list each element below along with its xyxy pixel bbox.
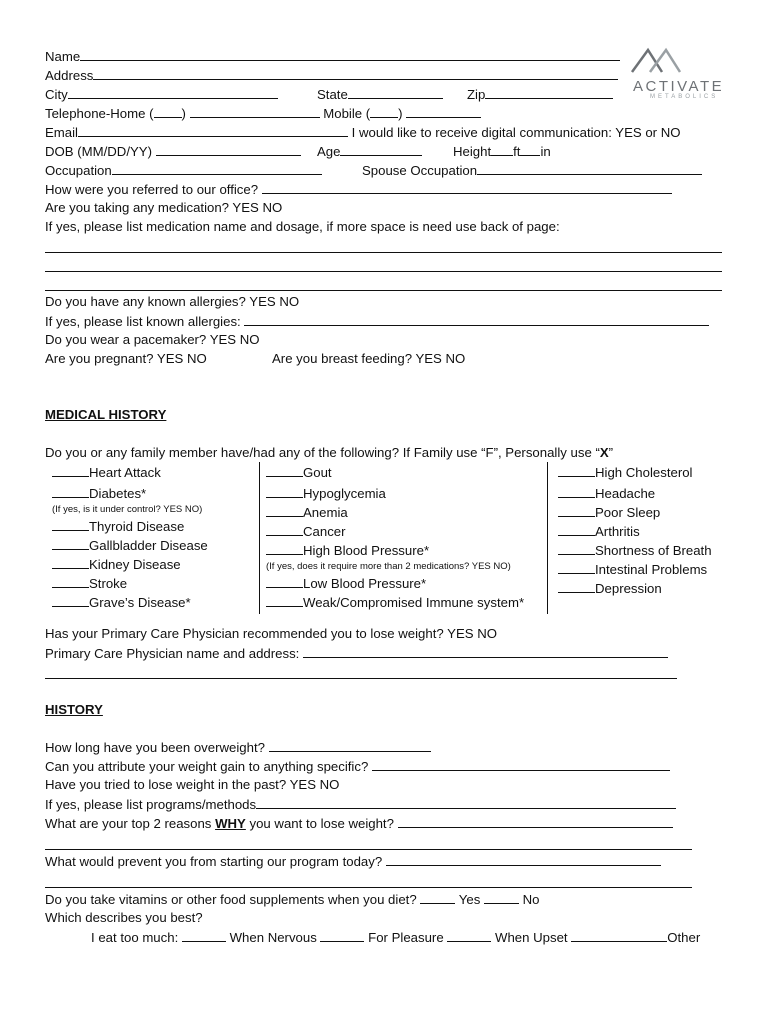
condition-blank[interactable] bbox=[558, 484, 595, 498]
age-row bbox=[317, 142, 422, 161]
condition-blank[interactable] bbox=[558, 463, 595, 477]
programs-label: If yes, please list programs/methods bbox=[45, 797, 257, 812]
height-in-field[interactable] bbox=[520, 142, 540, 156]
city-label: City bbox=[45, 87, 68, 102]
name-row bbox=[45, 47, 620, 66]
condition-label: Gallbladder Disease bbox=[89, 538, 208, 553]
telephone-row bbox=[45, 104, 481, 123]
zip-row bbox=[467, 85, 613, 104]
age-field[interactable] bbox=[340, 142, 422, 156]
occupation-row bbox=[45, 161, 322, 180]
occupation-field[interactable] bbox=[112, 161, 322, 175]
mobile-label: Mobile ( bbox=[323, 106, 371, 121]
address-field[interactable] bbox=[93, 66, 618, 80]
condition-label: Depression bbox=[595, 581, 662, 596]
top2-label-b: you want to lose weight? bbox=[245, 816, 394, 831]
tried-label: Have you tried to lose weight in the past? YES NO bbox=[45, 777, 340, 792]
zip-label: Zip bbox=[467, 87, 486, 102]
digital-communication-label: I would like to receive digital communication: YES or NO bbox=[351, 125, 681, 140]
email-field[interactable] bbox=[78, 123, 348, 137]
vitamins-yes-field[interactable] bbox=[420, 890, 455, 904]
referred-field[interactable] bbox=[262, 180, 672, 194]
pcp-name-field[interactable] bbox=[303, 644, 668, 658]
dob-field[interactable] bbox=[156, 142, 301, 156]
city-row bbox=[45, 85, 278, 104]
vitamins-row bbox=[45, 890, 540, 909]
condition-blank[interactable] bbox=[558, 560, 595, 574]
condition-arthritis bbox=[558, 522, 640, 541]
pcp-name-row bbox=[45, 644, 668, 663]
overweight-field[interactable] bbox=[269, 738, 431, 752]
medication-line-3[interactable] bbox=[45, 290, 722, 291]
top2-row bbox=[45, 814, 673, 833]
allergies-field[interactable] bbox=[244, 312, 709, 326]
condition-cancer bbox=[266, 522, 346, 541]
overweight-row bbox=[45, 738, 431, 757]
medical-history-heading: MEDICAL HISTORY bbox=[45, 407, 167, 422]
pregnant-label: Are you pregnant? YES NO bbox=[45, 351, 207, 366]
condition-blank[interactable] bbox=[52, 574, 89, 588]
condition-intestinal bbox=[558, 560, 707, 579]
condition-label: High Blood Pressure* bbox=[303, 543, 430, 558]
condition-gout bbox=[266, 463, 332, 482]
referred-row bbox=[45, 180, 672, 199]
allergies-list-label: If yes, please list known allergies: bbox=[45, 314, 241, 329]
condition-hypoglycemia bbox=[266, 484, 386, 503]
condition-label: Hypoglycemia bbox=[303, 486, 386, 501]
height-row bbox=[453, 142, 551, 161]
hbp-note: (If yes, does it require more than 2 medications? YES NO) bbox=[266, 561, 511, 572]
eat-label: I eat too much: bbox=[91, 930, 179, 945]
condition-blank[interactable] bbox=[266, 463, 303, 477]
medical-intro-text: Do you or any family member have/had any of the following? If Family use “F”, Personally use “ bbox=[45, 445, 600, 460]
name-field[interactable] bbox=[80, 47, 620, 61]
condition-graves bbox=[52, 593, 191, 612]
mobile-field[interactable] bbox=[406, 104, 481, 118]
condition-stroke bbox=[52, 574, 127, 593]
in-label: in bbox=[540, 144, 551, 159]
address-label: Address bbox=[45, 68, 94, 83]
attribute-row bbox=[45, 757, 670, 776]
condition-label: Shortness of Breath bbox=[595, 543, 712, 558]
age-label: Age bbox=[317, 144, 341, 159]
vitamins-no-field[interactable] bbox=[484, 890, 519, 904]
programs-row bbox=[45, 795, 676, 814]
vitamins-yes-label: Yes bbox=[458, 892, 481, 907]
eat-too-much-field[interactable] bbox=[182, 928, 226, 942]
condition-label: Stroke bbox=[89, 576, 128, 591]
state-row bbox=[317, 85, 443, 104]
condition-blank[interactable] bbox=[52, 484, 89, 498]
medication-list-label: If yes, please list medication name and dosage, if more space is need use back of page: bbox=[45, 219, 560, 234]
condition-headache bbox=[558, 484, 655, 503]
condition-gallbladder bbox=[52, 536, 208, 555]
condition-blank[interactable] bbox=[52, 517, 89, 531]
logo-sub: METABOLICS bbox=[650, 94, 719, 100]
programs-field[interactable] bbox=[256, 795, 676, 809]
name-label: Name bbox=[45, 49, 81, 64]
height-label: Height bbox=[453, 144, 492, 159]
allergies-list-row bbox=[45, 312, 709, 331]
prevent-line-2[interactable] bbox=[45, 887, 692, 888]
describes-label: Which describes you best? bbox=[45, 910, 203, 925]
prevent-row bbox=[45, 852, 661, 871]
mobile-close: ) bbox=[398, 106, 403, 121]
dob-label: DOB (MM/DD/YY) bbox=[45, 144, 152, 159]
condition-high-cholesterol bbox=[558, 463, 693, 482]
eat-row bbox=[91, 928, 700, 947]
condition-thyroid bbox=[52, 517, 184, 536]
upset-label: When Upset bbox=[495, 930, 568, 945]
upset-field[interactable] bbox=[571, 928, 667, 942]
state-field[interactable] bbox=[348, 85, 443, 99]
condition-blank[interactable] bbox=[52, 593, 89, 607]
condition-label: High Cholesterol bbox=[595, 465, 693, 480]
vitamins-label: Do you take vitamins or other food supplements when you diet? bbox=[45, 892, 417, 907]
prevent-field[interactable] bbox=[386, 852, 661, 866]
condition-heart-attack bbox=[52, 463, 161, 482]
other-label: Other bbox=[667, 930, 701, 945]
top2-why: WHY bbox=[215, 816, 246, 831]
referred-label: How were you referred to our office? bbox=[45, 182, 259, 197]
breast-feeding-label: Are you breast feeding? YES NO bbox=[272, 351, 466, 366]
logo-brand: ACTIVATE bbox=[633, 78, 725, 95]
email-label: Email bbox=[45, 125, 78, 140]
condition-label: Weak/Compromised Immune system* bbox=[303, 595, 525, 610]
pleasure-label: For Pleasure bbox=[368, 930, 444, 945]
telephone-close: ) bbox=[181, 106, 186, 121]
condition-label: Grave’s Disease* bbox=[89, 595, 191, 610]
condition-blank[interactable] bbox=[52, 463, 89, 477]
medication-line-2[interactable] bbox=[45, 271, 722, 272]
state-label: State bbox=[317, 87, 348, 102]
condition-blank[interactable] bbox=[558, 579, 595, 593]
area-code-field[interactable] bbox=[154, 104, 182, 118]
condition-blank[interactable] bbox=[266, 541, 303, 555]
allergies-label: Do you have any known allergies? YES NO bbox=[45, 294, 300, 309]
medication-label: Are you taking any medication? YES NO bbox=[45, 200, 283, 215]
telephone-field[interactable] bbox=[190, 104, 320, 118]
medical-intro-x: X bbox=[599, 445, 609, 460]
condition-blank[interactable] bbox=[558, 541, 595, 555]
condition-label: Arthritis bbox=[595, 524, 640, 539]
ft-label: ft bbox=[513, 144, 521, 159]
city-field[interactable] bbox=[68, 85, 278, 99]
spouse-field[interactable] bbox=[477, 161, 702, 175]
condition-shortness-of-breath bbox=[558, 541, 712, 560]
column-divider-1 bbox=[259, 462, 260, 614]
medical-intro bbox=[45, 444, 613, 462]
address-row bbox=[45, 66, 618, 85]
prevent-label: What would prevent you from starting our program today? bbox=[45, 854, 383, 869]
attribute-label: Can you attribute your weight gain to anything specific? bbox=[45, 759, 369, 774]
attribute-field[interactable] bbox=[372, 757, 670, 771]
condition-depression bbox=[558, 579, 662, 598]
condition-label: Kidney Disease bbox=[89, 557, 181, 572]
email-row bbox=[45, 123, 681, 142]
condition-blank[interactable] bbox=[266, 484, 303, 498]
top2-label-a: What are your top 2 reasons bbox=[45, 816, 216, 831]
occupation-label: Occupation bbox=[45, 163, 112, 178]
zip-field[interactable] bbox=[485, 85, 613, 99]
condition-label: Anemia bbox=[303, 505, 348, 520]
condition-label: Diabetes* bbox=[89, 486, 147, 501]
medical-intro-end: ” bbox=[608, 445, 614, 460]
medication-line-1[interactable] bbox=[45, 252, 722, 253]
condition-poor-sleep bbox=[558, 503, 660, 522]
condition-blank[interactable] bbox=[266, 593, 303, 607]
condition-low-blood-pressure bbox=[266, 574, 426, 593]
spouse-row bbox=[362, 161, 702, 180]
condition-label: Heart Attack bbox=[89, 465, 161, 480]
condition-label: Headache bbox=[595, 486, 656, 501]
spouse-label: Spouse Occupation bbox=[362, 163, 478, 178]
vitamins-no-label: No bbox=[522, 892, 540, 907]
condition-blank[interactable] bbox=[52, 555, 89, 569]
condition-label: Low Blood Pressure* bbox=[303, 576, 427, 591]
pleasure-field[interactable] bbox=[447, 928, 491, 942]
nervous-label: When Nervous bbox=[229, 930, 317, 945]
condition-immune bbox=[266, 593, 524, 612]
height-ft-field[interactable] bbox=[491, 142, 513, 156]
nervous-field[interactable] bbox=[320, 928, 364, 942]
diabetes-note: (If yes, is it under control? YES NO) bbox=[52, 504, 203, 515]
condition-blank[interactable] bbox=[266, 574, 303, 588]
pcp-name-label: Primary Care Physician name and address: bbox=[45, 646, 300, 661]
top2-field[interactable] bbox=[398, 814, 673, 828]
dob-row bbox=[45, 142, 301, 161]
telephone-label: Telephone-Home ( bbox=[45, 106, 154, 121]
condition-blank[interactable] bbox=[266, 503, 303, 517]
condition-label: Cancer bbox=[303, 524, 346, 539]
condition-anemia bbox=[266, 503, 348, 522]
condition-blank[interactable] bbox=[558, 522, 595, 536]
condition-label: Poor Sleep bbox=[595, 505, 661, 520]
pcp-recommend-label: Has your Primary Care Physician recommended you to lose weight? YES NO bbox=[45, 626, 497, 641]
condition-label: Thyroid Disease bbox=[89, 519, 185, 534]
history-heading: HISTORY bbox=[45, 702, 103, 717]
condition-kidney bbox=[52, 555, 181, 574]
condition-blank[interactable] bbox=[266, 522, 303, 536]
overweight-label: How long have you been overweight? bbox=[45, 740, 265, 755]
top2-line-2[interactable] bbox=[45, 849, 692, 850]
pacemaker-label: Do you wear a pacemaker? YES NO bbox=[45, 332, 260, 347]
column-divider-2 bbox=[547, 462, 548, 614]
condition-label: Gout bbox=[303, 465, 332, 480]
mobile-area-field[interactable] bbox=[370, 104, 398, 118]
condition-blank[interactable] bbox=[558, 503, 595, 517]
pcp-address-line[interactable] bbox=[45, 678, 677, 679]
condition-label: Intestinal Problems bbox=[595, 562, 708, 577]
condition-blank[interactable] bbox=[52, 536, 89, 550]
